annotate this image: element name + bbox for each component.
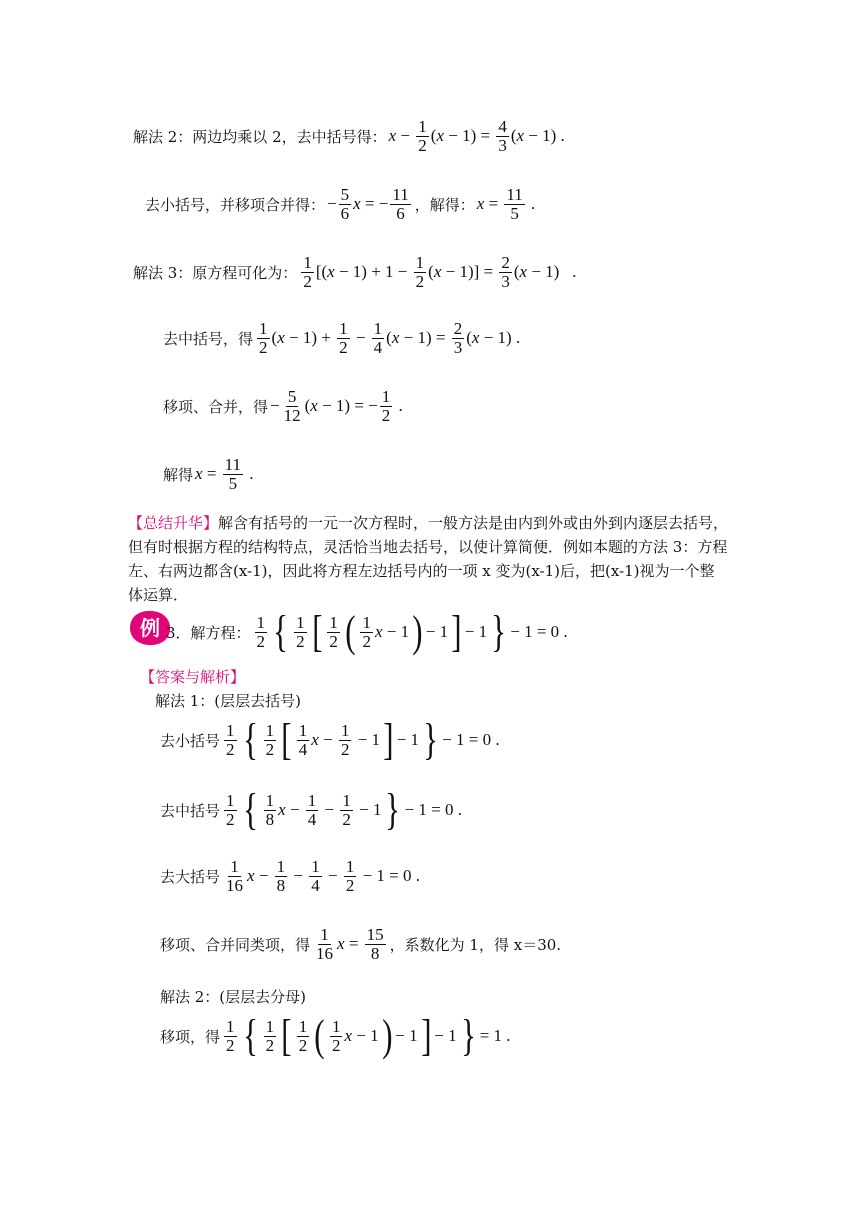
solution3-line2 <box>163 320 522 357</box>
step-label: 去小括号，并移项合并得： <box>145 195 326 214</box>
method2-label: 解法 2：(层层去分母) <box>160 988 307 1006</box>
solution3-line4 <box>163 456 256 493</box>
step-label: 去大括号 <box>160 867 221 886</box>
equation: x − $\frac{1}{2}$ ( x − 1) = $\frac{4}{3}$ ( x − 1) . <box>388 117 565 155</box>
equation: x = $\frac{11}{5}$ . <box>195 455 254 493</box>
solution2-line1 <box>133 118 567 155</box>
equation: x = $\frac{11}{5}$ . <box>476 185 536 223</box>
summary-line3 <box>128 560 715 581</box>
step-label: 移项、合并，得 <box>163 397 269 416</box>
step-label: ，解得： <box>414 195 475 214</box>
solution3-label: 解法 3：原方程可化为： <box>133 263 298 282</box>
summary-line4 <box>128 584 188 605</box>
answer-tag-line <box>140 666 245 687</box>
equation: $\frac{1}{2}$ [( x − 1) + 1 − $\frac{1}{2}$ ( x − 1)] = $\frac{2}{3}$ ( x − 1) . <box>303 253 577 291</box>
example3-line <box>166 607 570 656</box>
example-badge-label: 例 <box>140 616 160 640</box>
summary-line1 <box>128 512 728 533</box>
summary-text: 左、右两边都含(x-1)，因此将方程左边括号内的一项 x 变为(x-1)后，把(x-1)视为一个整 <box>128 562 715 580</box>
example3-label: 3．解方程： <box>166 623 251 642</box>
method2-title <box>160 986 306 1007</box>
equation: − $\frac{5}{6}$ x = − $\frac{11}{6}$ <box>327 185 409 223</box>
step-label: 去中括号，得 <box>163 329 254 348</box>
equation: $\frac{1}{2}$ { $\frac{1}{2}$ [ $\frac{1}{4}$ x − $\frac{1}{2}$ − 1 ] − 1 } − 1 = 0 . <box>226 715 500 764</box>
equation: $\frac{1}{2}$ { $\frac{1}{2}$ [ $\frac{1}{2}$ ( $\frac{1}{2}$ x − 1 ) − 1 ] − 1 } = 1 . <box>226 1011 511 1060</box>
step-label: 移项，得 <box>160 1027 221 1046</box>
equation: $\frac{1}{2}$ { $\frac{1}{8}$ x − $\frac{1}{4}$ − $\frac{1}{2}$ − 1 } − 1 = 0 . <box>226 785 463 834</box>
equation: $\frac{1}{2}$ ( x − 1) + $\frac{1}{2}$ − $\frac{1}{4}$ ( x − 1) = $\frac{2}{3}$ ( x − 1) . <box>259 319 521 357</box>
step-label: 去中括号 <box>160 801 221 820</box>
summary-line2 <box>128 536 727 557</box>
method1-step1 <box>160 715 502 764</box>
answer-tag: 【答案与解析】 <box>140 668 246 686</box>
step-text: ，系数化为 1，得 x＝30. <box>389 935 562 954</box>
method1-title <box>155 690 301 711</box>
method1-step2 <box>160 785 464 834</box>
equation: $\frac{1}{16}$ x = $\frac{15}{8}$ <box>316 925 384 963</box>
step-label: 去小括号 <box>160 731 221 750</box>
summary-text: 解含有括号的一元一次方程时，一般方法是由内到外或由外到内逐层去括号， <box>218 514 729 532</box>
solution3-line3 <box>163 388 405 425</box>
solution2-label: 解法 2：两边均乘以 2，去中括号得： <box>133 127 387 146</box>
solution3-line1 <box>133 254 578 291</box>
equation: $\frac{1}{16}$ x − $\frac{1}{8}$ − $\frac{1}{4}$ − $\frac{1}{2}$ − 1 = 0 . <box>226 857 421 895</box>
method2-step1 <box>160 1011 513 1060</box>
method1-step3 <box>160 858 422 895</box>
summary-text: 但有时根据方程的结构特点，灵活恰当地去括号，以使计算简便．例如本题的方法 3：方程 <box>128 538 728 556</box>
summary-text: 体运算． <box>128 586 189 604</box>
summary-tag: 【总结升华】 <box>128 514 219 532</box>
step-label: 解得 <box>163 465 194 484</box>
method1-step4 <box>160 926 561 963</box>
method1-label: 解法 1：(层层去括号) <box>155 692 302 710</box>
equation: − $\frac{5}{12}$ ( x − 1) = − $\frac{1}{2}$ . <box>270 387 403 425</box>
equation: $\frac{1}{2}$ { $\frac{1}{2}$ [ $\frac{1}{2}$ ( $\frac{1}{2}$ x − 1 ) − 1 ] − 1 } − 1 = 0 . <box>256 607 568 656</box>
solution2-line2 <box>145 186 537 223</box>
step-label: 移项、合并同类项，得 <box>160 935 311 954</box>
